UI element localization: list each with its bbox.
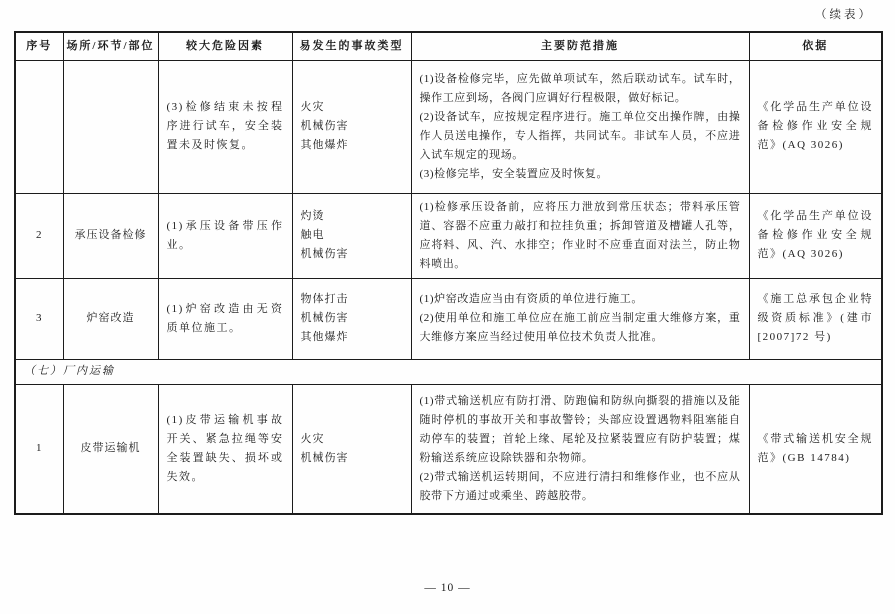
accident-type: 火灾 xyxy=(300,101,325,113)
basis-cell: 《带式输送机安全规范》(GB 14784) xyxy=(749,384,882,514)
page-number: — 10 — xyxy=(424,582,471,594)
accident-type: 其他爆炸 xyxy=(300,139,349,151)
basis-cell: 《化学品生产单位设备检修作业安全规范》(AQ 3026) xyxy=(749,193,882,278)
hazard-cell: (1)皮带运输机事故开关、紧急拉绳等安全装置缺失、损坏或失效。 xyxy=(158,384,292,514)
place-cell: 承压设备检修 xyxy=(63,193,158,278)
measure-item: (1)设备检修完毕，应先做单项试车，然后联动试车。试车时，操作工应到场，各阀门应调好行程极限，做好标记。 xyxy=(419,72,741,104)
measures-cell xyxy=(411,278,749,359)
measure-item: (1)炉窑改造应当由有资质的单位进行施工。 xyxy=(419,293,643,305)
place-cell: 皮带运输机 xyxy=(63,384,158,514)
section-row-label: （七）厂内运输 xyxy=(15,359,882,384)
measure-item: (2)带式输送机运转期间，不应进行清扫和维修作业，也不应从胶带下方通过或乘坐、跨越胶带。 xyxy=(419,470,741,502)
measures-cell xyxy=(411,193,749,278)
place-cell: 炉窑改造 xyxy=(63,278,158,359)
hazard-table-container xyxy=(14,31,883,515)
seq-cell: 3 xyxy=(15,278,63,359)
seq-cell: 1 xyxy=(15,384,63,514)
measure-item: (2)使用单位和施工单位应在施工前应当制定重大维修方案，重大维修方案应当经过使用单位技术负责人批准。 xyxy=(419,312,741,343)
accident-type: 机械伤害 xyxy=(300,451,349,464)
accident-type-cell xyxy=(292,60,411,193)
table-row xyxy=(15,384,882,514)
place-cell xyxy=(63,60,158,193)
table-row xyxy=(15,60,882,193)
basis-cell: 《化学品生产单位设备检修作业安全规范》(AQ 3026) xyxy=(749,60,882,193)
measures-cell xyxy=(411,384,749,514)
hazard-cell: (1)承压设备带压作业。 xyxy=(158,193,292,278)
hazard-cell: (3)检修结束未按程序进行试车，安全装置未及时恢复。 xyxy=(158,60,292,193)
seq-cell xyxy=(15,60,63,193)
seq-cell: 2 xyxy=(15,193,63,278)
column-header-hazard: 较大危险因素 xyxy=(158,32,292,60)
table-header-row xyxy=(15,32,882,60)
table-row xyxy=(15,193,882,278)
column-header-measures: 主要防范措施 xyxy=(411,32,749,60)
accident-type: 机械伤害 xyxy=(300,312,349,324)
column-header-basis: 依据 xyxy=(749,32,882,60)
accident-type: 物体打击 xyxy=(300,293,349,305)
basis-cell: 《施工总承包企业特级资质标准》(建市[2007]72 号) xyxy=(749,278,882,359)
accident-type: 火灾 xyxy=(300,432,325,445)
measure-item: (1)带式输送机应有防打滑、防跑偏和防纵向撕裂的措施以及能随时停机的事故开关和事故警铃；头部应设置遇物料阻塞能自动停车的装置；首轮上缘、尾轮及拉紧装置应有防护装置；煤粉输送系统应设除铁器和杂物筛。 xyxy=(419,394,741,464)
accident-type: 机械伤害 xyxy=(300,120,349,132)
column-header-place: 场所/环节/部位 xyxy=(63,32,158,60)
accident-type: 机械伤害 xyxy=(300,248,349,260)
measure-item: (3)检修完毕，安全装置应及时恢复。 xyxy=(419,167,609,180)
accident-type: 触电 xyxy=(300,229,325,241)
measure-item: (2)设备试车，应按规定程序进行。施工单位交出操作牌，由操作人员送电操作，专人指挥，共同试车。非试车人员，不应进入试车规定的现场。 xyxy=(419,110,741,161)
hazard-cell: (1)炉窑改造由无资质单位施工。 xyxy=(158,278,292,359)
accident-type-cell xyxy=(292,193,411,278)
continued-table-label: （续表） xyxy=(815,9,873,21)
accident-type-cell xyxy=(292,384,411,514)
column-header-accident: 易发生的事故类型 xyxy=(292,32,411,60)
section-row xyxy=(15,359,882,384)
column-header-seq: 序号 xyxy=(15,32,63,60)
accident-type: 灼烫 xyxy=(300,210,325,222)
accident-type: 其他爆炸 xyxy=(300,331,349,343)
measure-item: (1)检修承压设备前，应将压力泄放到常压状态；带料承压管道、容器不应重力敲打和拉挂负重；拆卸管道及槽罐人孔等，应将料、风、汽、水排空；作业时不应垂直面对法兰，防止物料喷出。 xyxy=(419,200,741,270)
accident-type-cell xyxy=(292,278,411,359)
table-row xyxy=(15,278,882,359)
measures-cell xyxy=(411,60,749,193)
hazard-table xyxy=(14,31,883,515)
